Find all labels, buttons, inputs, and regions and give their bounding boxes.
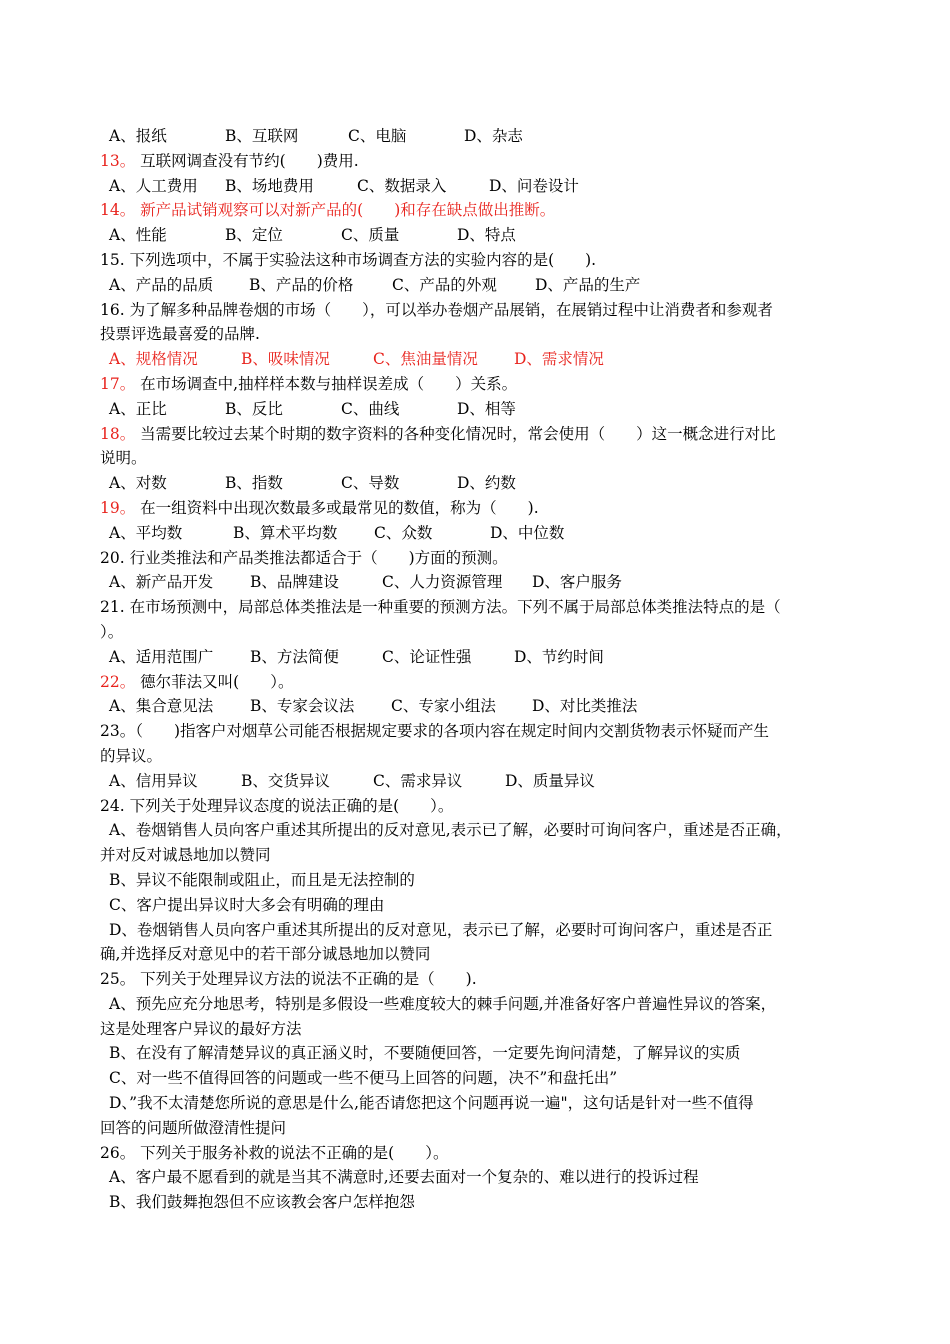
option-d: D、问卷设计: [489, 176, 579, 195]
option-d: D、需求情况: [514, 350, 604, 369]
q20-number: 20.: [100, 548, 125, 567]
q23-options: [100, 769, 840, 794]
q12-options: [100, 124, 840, 149]
q23-text-1: （ )指客户对烟草公司能否根据规定要求的各项内容在规定时间内交割货物表示怀疑而产生: [135, 722, 770, 741]
q24-option-c: C、客户提出异议时大多会有明确的理由: [109, 895, 385, 914]
option-b: B、互联网: [225, 127, 299, 145]
option-d: D、中位数: [490, 523, 565, 542]
q24-option-d-line2: 确,并选择反对意见中的若干部分诚恳地加以赞同: [100, 945, 431, 964]
q19-number: 19。: [100, 498, 136, 517]
q17-stem: [100, 372, 840, 397]
q19-stem: [100, 496, 840, 521]
option-b: B、反比: [225, 399, 283, 418]
q25-option-c: C、对一些不值得回答的问题或一些不便马上回答的问题，决不”和盘托出”: [109, 1069, 618, 1088]
option-b: B、吸味情况: [241, 350, 330, 369]
option-b: B、产品的价格: [249, 275, 354, 294]
q25-number: 25。: [100, 970, 136, 989]
option-d: D、杂志: [464, 127, 523, 145]
q13-text: 互联网调查没有节约( )费用.: [135, 151, 359, 170]
q22-text: 德尔菲法又叫( ）。: [135, 672, 294, 691]
q25-text: 下列关于处理异议方法的说法不正确的是（ ).: [135, 970, 477, 989]
q26-option-b: B、我们鼓舞抱怨但不应该教会客户怎样抱怨: [109, 1193, 415, 1212]
q18-stem-line1: [100, 422, 840, 447]
q17-number: 17。: [100, 374, 136, 393]
q15-number: 15.: [100, 250, 125, 269]
option-c: C、导数: [341, 474, 400, 493]
q22-stem: [100, 670, 840, 695]
option-a: A、新产品开发: [109, 573, 214, 592]
option-c: C、产品的外观: [392, 275, 497, 294]
q19-text: 在一组资料中出现次数最多或最常见的数值，称为（ ).: [135, 498, 539, 517]
q18-number: 18。: [100, 424, 136, 443]
q20-stem: [100, 546, 840, 571]
option-a: A、适用范围广: [109, 647, 214, 666]
option-c: C、曲线: [341, 399, 400, 418]
option-d: D、节约时间: [514, 647, 604, 666]
q25-option-d-line2: 回答的问题所做澄清性提问: [100, 1118, 287, 1137]
q21-stem-line1: [100, 595, 840, 620]
q18-options: [100, 471, 840, 496]
q19-options: [100, 521, 840, 546]
q26-text: 下列关于服务补救的说法不正确的是( ）。: [135, 1143, 449, 1162]
q24-option-a-line1: A、卷烟销售人员向客户重述其所提出的反对意见,表示已了解，必要时可询问客户，重述是否正确，: [109, 821, 792, 840]
q13-stem: [100, 149, 840, 174]
q13-options: [100, 174, 840, 199]
option-d: D、特点: [457, 226, 516, 245]
q16-text-1: 为了解多种品牌卷烟的市场（ ），可以举办卷烟产品展销，在展销过程中让消费者和参观者: [124, 300, 773, 319]
q15-options: [100, 273, 840, 298]
option-a: A、人工费用: [109, 176, 198, 195]
q17-options: [100, 397, 840, 422]
option-a: A、对数: [109, 474, 167, 493]
q16-stem-line2: 投票评选最喜爱的品牌.: [100, 325, 260, 344]
option-c: C、专家小组法: [391, 697, 496, 716]
q16-options: [100, 347, 840, 372]
option-b: B、指数: [225, 474, 283, 493]
option-b: B、算术平均数: [233, 523, 338, 542]
q21-stem-line2: ）。: [100, 622, 124, 641]
q22-options: [100, 694, 840, 719]
option-c: C、论证性强: [382, 647, 472, 666]
q25-option-a-line1: A、预先应充分地思考，特别是多假设一些难度较大的棘手问题,并准备好客户普遍性异议的答案，: [109, 994, 777, 1013]
option-c: C、需求异议: [373, 771, 463, 790]
q21-options: [100, 645, 840, 670]
option-d: D、产品的生产: [535, 275, 641, 294]
q26-stem: [100, 1141, 840, 1166]
option-b: B、品牌建设: [250, 573, 339, 592]
q24-option-d-line1: D、卷烟销售人员向客户重述其所提出的反对意见，表示已了解，必要时可询问客户，重述是否正: [109, 920, 773, 939]
option-c: C、质量: [341, 226, 400, 245]
option-c: C、数据录入: [357, 176, 447, 195]
q14-stem: [100, 198, 840, 223]
q24-option-b: B、异议不能限制或阻止，而且是无法控制的: [109, 870, 415, 889]
q23-number: 23。: [100, 722, 136, 741]
q14-options: [100, 223, 840, 248]
q24-option-a-line2: 并对反对诚恳地加以赞同: [100, 846, 271, 865]
q13-number: 13。: [100, 151, 136, 170]
q24-stem: [100, 794, 840, 819]
q18-stem-line2: 说明。: [100, 449, 147, 468]
option-d: D、对比类推法: [532, 697, 638, 716]
option-c: C、众数: [374, 523, 433, 542]
q24-number: 24.: [100, 796, 125, 815]
option-a: A、集合意见法: [109, 697, 214, 716]
q14-number: 14。: [100, 201, 136, 220]
option-a: A、报纸: [109, 127, 167, 145]
option-a: A、产品的品质: [109, 275, 214, 294]
option-b: B、专家会议法: [250, 697, 355, 716]
option-b: B、方法简便: [250, 647, 339, 666]
q25-option-d-line1: D、”我不太清楚您所说的意思是什么,能否请您把这个问题再说一遍"，这句话是针对一些不值得: [109, 1094, 754, 1113]
q15-stem: [100, 248, 840, 273]
q20-options: [100, 570, 840, 595]
option-d: D、相等: [457, 399, 516, 418]
option-a: A、性能: [109, 226, 167, 245]
question-list: [100, 124, 840, 1215]
q26-number: 26。: [100, 1143, 136, 1162]
q23-stem-line2: 的异议。: [100, 746, 163, 765]
q15-text: 下列选项中，不属于实验法这种市场调查方法的实验内容的是( ).: [124, 250, 597, 269]
q14-text: 新产品试销观察可以对新产品的( )和存在缺点做出推断。: [135, 201, 556, 220]
option-d: D、约数: [457, 474, 516, 493]
option-a: A、规格情况: [109, 350, 198, 369]
q21-number: 21.: [100, 598, 125, 617]
q23-stem-line1: [100, 719, 840, 744]
q25-option-a-line2: 这是处理客户异议的最好方法: [100, 1019, 302, 1038]
option-c: C、电脑: [348, 127, 407, 145]
option-b: B、场地费用: [225, 176, 314, 195]
q25-stem: [100, 967, 840, 992]
option-b: B、定位: [225, 226, 283, 245]
q17-text: 在市场调查中,抽样样本数与抽样误差成（ ）关系。: [135, 374, 518, 393]
q16-number: 16.: [100, 300, 125, 319]
q25-option-b: B、在没有了解清楚异议的真正涵义时，不要随便回答，一定要先询问清楚，了解异议的实质: [109, 1044, 741, 1063]
option-c: C、焦油量情况: [373, 350, 478, 369]
q20-text: 行业类推法和产品类推法都适合于（ )方面的预测。: [124, 548, 508, 567]
q18-text-1: 当需要比较过去某个时期的数字资料的各种变化情况时，常会使用（ ）这一概念进行对比: [135, 424, 776, 443]
option-b: B、交货异议: [241, 771, 330, 790]
option-d: D、客户服务: [532, 573, 622, 592]
option-d: D、质量异议: [505, 771, 595, 790]
option-a: A、平均数: [109, 523, 183, 542]
q24-text: 下列关于处理异议态度的说法正确的是( ）。: [124, 796, 454, 815]
option-a: A、信用异议: [109, 771, 198, 790]
option-a: A、正比: [109, 399, 167, 418]
q26-option-a: A、客户最不愿看到的就是当其不满意时,还要去面对一个复杂的、难以进行的投诉过程: [109, 1168, 699, 1187]
q16-stem-line1: [100, 298, 840, 323]
q22-number: 22。: [100, 672, 136, 691]
q21-text-1: 在市场预测中，局部总体类推法是一种重要的预测方法。下列不属于局部总体类推法特点的是（: [124, 598, 781, 617]
option-c: C、人力资源管理: [382, 573, 503, 592]
